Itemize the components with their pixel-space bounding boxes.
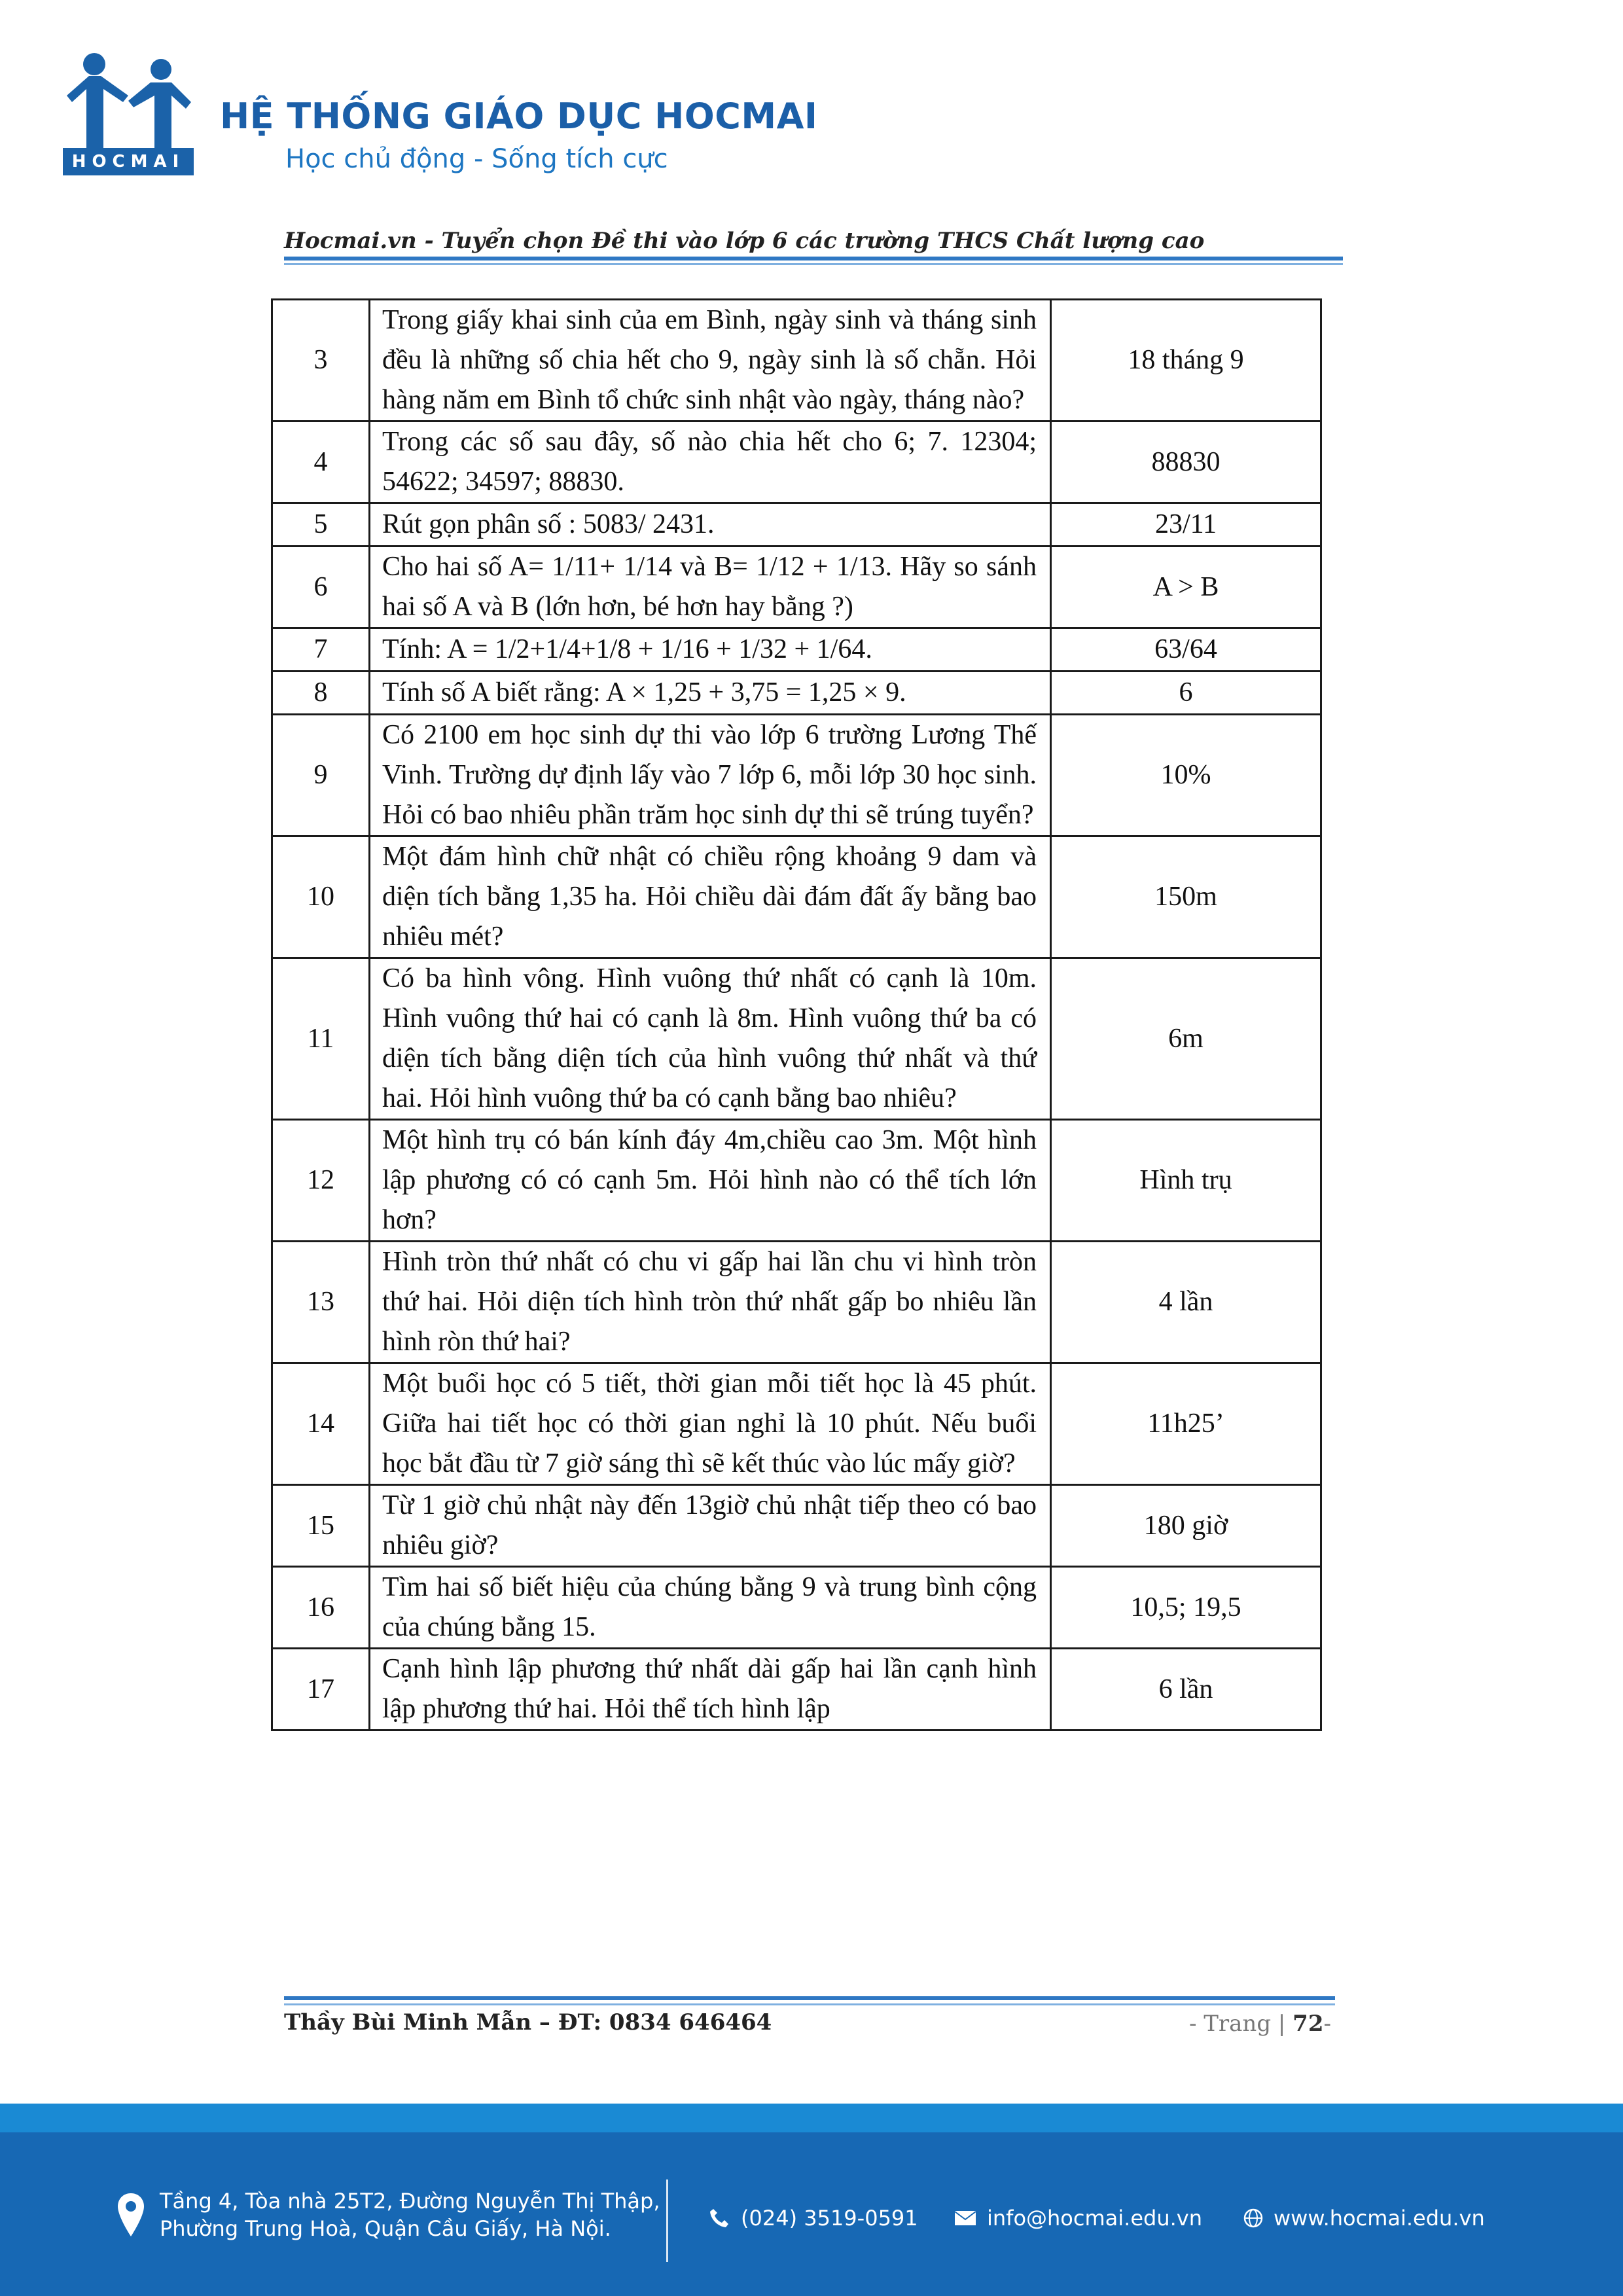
page-number-value: 72 <box>1293 2011 1324 2037</box>
question-text: Một buổi học có 5 tiết, thời gian mỗi tiết học là 45 phút. Giữa hai tiết học có thời gian nghỉ là 10 phút. Nếu buổi học bắt đầu từ 7 giờ sáng thì sẽ kết thúc vào lúc mấy giờ? <box>370 1363 1051 1485</box>
footer-rule-thin <box>284 2003 1335 2005</box>
question-table <box>271 298 1322 1731</box>
page-prefix: - Trang | <box>1188 2011 1286 2037</box>
mail-icon <box>954 2210 976 2227</box>
running-header: Hocmai.vn - Tuyển chọn Đề thi vào lớp 6 các trường THCS Chất lượng cao <box>284 228 1205 254</box>
logo-wordmark: HOCMAI <box>63 148 194 175</box>
answer-text: 6 lần <box>1051 1649 1321 1731</box>
table-row <box>272 1363 1321 1485</box>
answer-text: 63/64 <box>1051 628 1321 672</box>
answer-text: 180 giờ <box>1051 1485 1321 1567</box>
question-text: Cho hai số A= 1/11+ 1/14 và B= 1/12 + 1/13. Hãy so sánh hai số A và B (lớn hơn, bé hơn hay bằng ?) <box>370 547 1051 628</box>
table-row <box>272 1567 1321 1649</box>
contact-phone[interactable] <box>708 2206 918 2231</box>
answer-text: 4 lần <box>1051 1242 1321 1363</box>
question-number: 6 <box>272 547 370 628</box>
question-text: Tính số A biết rằng: A × 1,25 + 3,75 = 1,25 × 9. <box>370 672 1051 715</box>
question-number: 14 <box>272 1363 370 1485</box>
page-number <box>1189 2011 1331 2037</box>
email-address: info@hocmai.edu.vn <box>987 2206 1202 2231</box>
question-number: 7 <box>272 628 370 672</box>
address-line-1: Tầng 4, Tòa nhà 25T2, Đường Nguyễn Thị Thập, <box>160 2189 660 2214</box>
answer-text: 6m <box>1051 958 1321 1120</box>
question-text: Hình tròn thứ nhất có chu vi gấp hai lần chu vi hình tròn thứ hai. Hỏi diện tích hình tròn thứ nhất gấp bo nhiêu lần hình ròn thứ hai? <box>370 1242 1051 1363</box>
question-text: Có ba hình vông. Hình vuông thứ nhất có cạnh là 10m. Hình vuông thứ hai có cạnh là 8m. Hình vuông thứ ba có diện tích bằng diện tích của hình vuông thứ nhất và thứ hai. Hỏi hình vuông thứ ba có cạnh bằng bao nhiêu? <box>370 958 1051 1120</box>
answer-text: 11h25’ <box>1051 1363 1321 1485</box>
question-number: 12 <box>272 1120 370 1242</box>
table-row <box>272 958 1321 1120</box>
table-row <box>272 300 1321 422</box>
question-number: 3 <box>272 300 370 422</box>
table-row <box>272 547 1321 628</box>
contact-email[interactable] <box>954 2206 1202 2231</box>
question-text: Một hình trụ có bán kính đáy 4m,chiều cao 3m. Một hình lập phương có có cạnh 5m. Hỏi hình nào có thể tích lớn hơn? <box>370 1120 1051 1242</box>
table-row <box>272 1485 1321 1567</box>
question-number: 5 <box>272 503 370 547</box>
question-text: Rút gọn phân số : 5083/ 2431. <box>370 503 1051 547</box>
teacher-credit: Thầy Bùi Minh Mẫn – ĐT: 0834 646464 <box>284 2009 772 2036</box>
contact-address <box>116 2187 660 2242</box>
brand-title: HỆ THỐNG GIÁO DỤC HOCMAI <box>220 96 818 137</box>
table-row <box>272 628 1321 672</box>
question-text: Từ 1 giờ chủ nhật này đến 13giờ chủ nhật tiếp theo có bao nhiêu giờ? <box>370 1485 1051 1567</box>
question-text: Tìm hai số biết hiệu của chúng bằng 9 và trung bình cộng của chúng bằng 15. <box>370 1567 1051 1649</box>
question-text: Có 2100 em học sinh dự thi vào lớp 6 trường Lương Thế Vinh. Trường dự định lấy vào 7 lớp 6, mỗi lớp 30 học sinh. Hỏi có bao nhiêu phần trăm học sinh dự thi sẽ trúng tuyển? <box>370 715 1051 836</box>
answer-text: 10% <box>1051 715 1321 836</box>
answer-text: 88830 <box>1051 422 1321 503</box>
table-row <box>272 422 1321 503</box>
question-number: 17 <box>272 1649 370 1731</box>
address-line-2: Phường Trung Hoà, Quận Cầu Giấy, Hà Nội. <box>160 2216 611 2241</box>
address-lines <box>160 2187 660 2242</box>
answer-text: 23/11 <box>1051 503 1321 547</box>
contact-website[interactable] <box>1243 2206 1485 2231</box>
table-row <box>272 715 1321 836</box>
table-row <box>272 836 1321 958</box>
answer-text: Hình trụ <box>1051 1120 1321 1242</box>
answer-text: A > B <box>1051 547 1321 628</box>
question-number: 10 <box>272 836 370 958</box>
table-row <box>272 503 1321 547</box>
table-row <box>272 1242 1321 1363</box>
question-number: 13 <box>272 1242 370 1363</box>
header-rule <box>284 257 1343 260</box>
question-number: 8 <box>272 672 370 715</box>
answer-text: 18 tháng 9 <box>1051 300 1321 422</box>
answer-text: 150m <box>1051 836 1321 958</box>
hocmai-logo <box>63 50 194 178</box>
location-pin-icon <box>116 2192 145 2238</box>
page-suffix: - <box>1323 2011 1331 2037</box>
website-url: www.hocmai.edu.vn <box>1274 2206 1485 2231</box>
question-number: 9 <box>272 715 370 836</box>
table-row <box>272 1120 1321 1242</box>
people-logo-icon <box>63 50 194 148</box>
question-number: 16 <box>272 1567 370 1649</box>
question-text: Một đám hình chữ nhật có chiều rộng khoảng 9 dam và diện tích bằng 1,35 ha. Hỏi chiều dài đám đất ấy bằng bao nhiêu mét? <box>370 836 1051 958</box>
brand-header <box>63 50 914 181</box>
question-number: 15 <box>272 1485 370 1567</box>
globe-icon <box>1243 2208 1263 2228</box>
footer-rule <box>284 1996 1335 2000</box>
question-text: Cạnh hình lập phương thứ nhất dài gấp hai lần cạnh hình lập phương thứ hai. Hỏi thể tích hình lập <box>370 1649 1051 1731</box>
question-number: 11 <box>272 958 370 1120</box>
question-text: Trong các số sau đây, số nào chia hết cho 6; 7. 12304; 54622; 34597; 88830. <box>370 422 1051 503</box>
answer-text: 6 <box>1051 672 1321 715</box>
header-rule-thin <box>284 263 1343 265</box>
contact-bar-accent <box>0 2104 1623 2132</box>
answer-text: 10,5; 19,5 <box>1051 1567 1321 1649</box>
question-number: 4 <box>272 422 370 503</box>
phone-number: (024) 3519-0591 <box>741 2206 918 2231</box>
question-text: Tính: A = 1/2+1/4+1/8 + 1/16 + 1/32 + 1/64. <box>370 628 1051 672</box>
phone-icon <box>708 2207 730 2229</box>
table-row <box>272 672 1321 715</box>
question-table-body <box>272 300 1321 1731</box>
table-row <box>272 1649 1321 1731</box>
brand-slogan: Học chủ động - Sống tích cực <box>285 144 668 174</box>
question-text: Trong giấy khai sinh của em Bình, ngày sinh và tháng sinh đều là những số chia hết cho 9, ngày sinh là số chẵn. Hỏi hàng năm em Bình tổ chức sinh nhật vào ngày, tháng nào? <box>370 300 1051 422</box>
contact-divider <box>666 2179 668 2262</box>
